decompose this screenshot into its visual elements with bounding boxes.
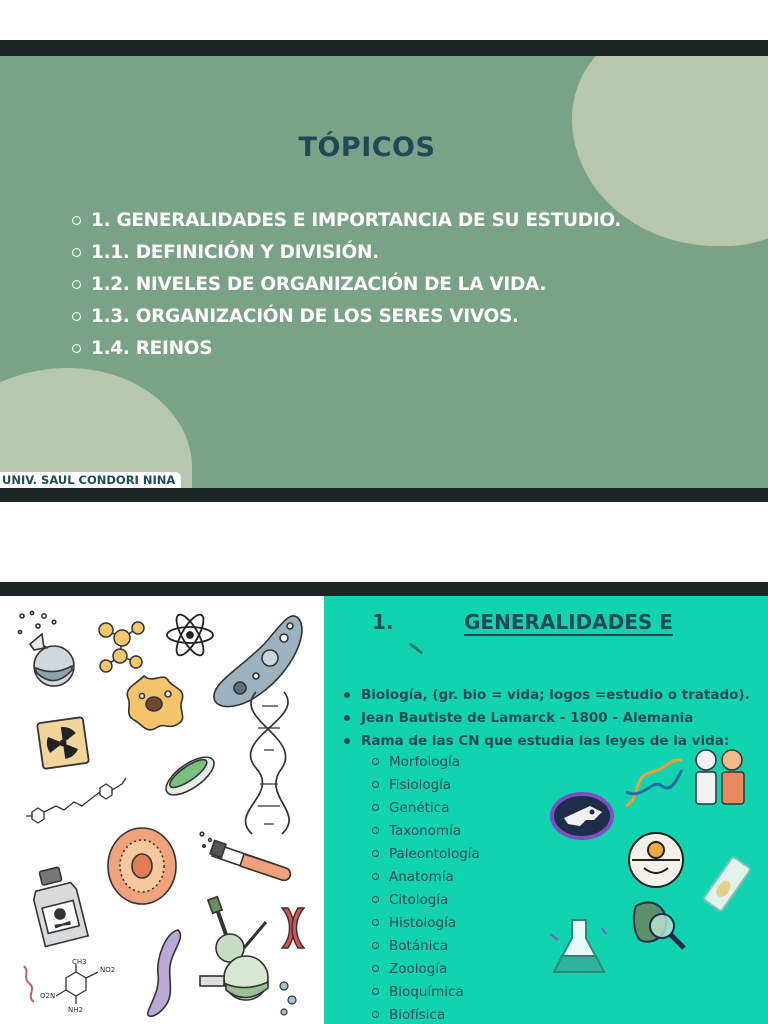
circle-bullet-icon	[372, 965, 379, 972]
point-text: Rama de las CN que estudia las leyes de la vida:	[361, 732, 730, 749]
molecule-label: NO2	[100, 966, 116, 974]
list-item	[372, 842, 480, 865]
branch-text: Zoología	[389, 960, 448, 977]
topic-item	[72, 332, 621, 364]
branch-text: Botánica	[389, 937, 449, 954]
branch-text: Anatomía	[389, 868, 454, 885]
dna-strand-icon	[622, 756, 686, 812]
slide-title: TÓPICOS	[298, 132, 436, 163]
point-text: Jean Bautiste de Lamarck - 1800 - Alemania	[361, 709, 694, 726]
topic-text: 1.3. ORGANIZACIÓN DE LOS SERES VIVOS.	[91, 305, 519, 327]
topic-item	[72, 204, 621, 236]
molecule-label: CH3	[72, 958, 87, 966]
list-item	[372, 934, 480, 957]
circle-bullet-icon	[372, 804, 379, 811]
molecule-label: NH2	[68, 1006, 83, 1014]
list-item	[344, 729, 750, 752]
topic-text: 1.4. REINOS	[91, 337, 213, 359]
list-item	[344, 683, 750, 706]
main-points-list	[344, 683, 750, 752]
list-item	[372, 911, 480, 934]
circle-bullet-icon	[72, 216, 81, 225]
circle-bullet-icon	[372, 873, 379, 880]
circle-bullet-icon	[372, 758, 379, 765]
list-item	[372, 773, 480, 796]
circle-bullet-icon	[72, 248, 81, 257]
branch-text: Histología	[389, 914, 457, 931]
chemical-chain-icon	[18, 772, 138, 832]
branch-text: Morfología	[389, 753, 461, 770]
circle-bullet-icon	[72, 280, 81, 289]
distillation-flask-icon	[196, 892, 280, 1002]
topic-item	[72, 268, 621, 300]
circle-bullet-icon	[372, 896, 379, 903]
slide1-bottom-frame	[0, 488, 768, 502]
radiation-sign-icon	[34, 714, 92, 772]
bullet-dot-icon	[344, 715, 350, 721]
bullet-dot-icon	[344, 692, 350, 698]
topic-text: 1.1. DEFINICIÓN Y DIVISIÓN.	[91, 241, 379, 263]
petri-dish-icon	[160, 746, 220, 806]
amoeba-icon	[124, 670, 190, 734]
skeleton-icon	[692, 748, 748, 808]
topic-item	[72, 236, 621, 268]
aromatic-ring-icon	[16, 958, 126, 1020]
slide-topics	[0, 56, 768, 488]
decorative-blob	[0, 368, 192, 488]
topics-list	[72, 204, 621, 364]
bacillus-icon	[142, 926, 188, 1024]
poison-bottle-icon	[26, 864, 92, 948]
circle-bullet-icon	[372, 850, 379, 857]
list-item	[372, 796, 480, 819]
branch-text: Bioquímica	[389, 983, 464, 1000]
magnifier-leaf-icon	[630, 896, 690, 956]
list-item	[372, 957, 480, 980]
bullet-dot-icon	[344, 738, 350, 744]
illustration-panel	[0, 596, 324, 1024]
slide1-top-frame	[0, 40, 768, 56]
list-item	[372, 888, 480, 911]
test-tube-icon	[196, 828, 292, 888]
list-item	[372, 750, 480, 773]
branch-text: Citología	[389, 891, 449, 908]
branch-text: Taxonomía	[389, 822, 462, 839]
list-item	[344, 706, 750, 729]
circle-bullet-icon	[372, 1011, 379, 1018]
bubbles-icon	[276, 978, 302, 1018]
circle-bullet-icon	[372, 988, 379, 995]
cell-cross-section-icon	[626, 830, 686, 890]
fossil-skull-icon	[550, 790, 614, 842]
molecule-label: O2N	[40, 992, 56, 1000]
slide2-top-frame	[0, 582, 768, 596]
list-item	[372, 865, 480, 888]
branches-list	[372, 750, 480, 1024]
list-item	[372, 819, 480, 842]
branch-text: Fisiología	[389, 776, 452, 793]
author-label: UNIV. SAUL CONDORI NINA	[0, 472, 181, 488]
lab-flask-icon	[546, 914, 612, 980]
branch-text: Paleontología	[389, 845, 480, 862]
slide-generalidades	[0, 596, 768, 1024]
section-heading: GENERALIDADES E	[464, 610, 673, 634]
flask-bubbles-icon	[12, 610, 82, 690]
microscope-slide-icon	[700, 854, 754, 914]
point-text: Biología, (gr. bio = vida; logos =estudio o tratado).	[361, 686, 750, 703]
section-number: 1.	[372, 610, 394, 634]
circle-bullet-icon	[372, 942, 379, 949]
cell-icon	[104, 824, 180, 908]
list-item	[372, 1003, 480, 1024]
circle-bullet-icon	[72, 312, 81, 321]
topic-text: 1.2. NIVELES DE ORGANIZACIÓN DE LA VIDA.	[91, 273, 547, 295]
circle-bullet-icon	[372, 919, 379, 926]
branch-text: Genética	[389, 799, 450, 816]
atom-icon	[164, 610, 216, 660]
topic-item	[72, 300, 621, 332]
chromosome-icon	[278, 906, 308, 950]
circle-bullet-icon	[372, 827, 379, 834]
dna-helix-icon	[236, 688, 302, 838]
topic-text: 1. GENERALIDADES E IMPORTANCIA DE SU ESTUDIO.	[91, 209, 622, 231]
list-item	[372, 980, 480, 1003]
circle-bullet-icon	[72, 344, 81, 353]
circle-bullet-icon	[372, 781, 379, 788]
molecule-model-icon	[92, 612, 154, 676]
branch-text: Biofísica	[389, 1006, 446, 1023]
